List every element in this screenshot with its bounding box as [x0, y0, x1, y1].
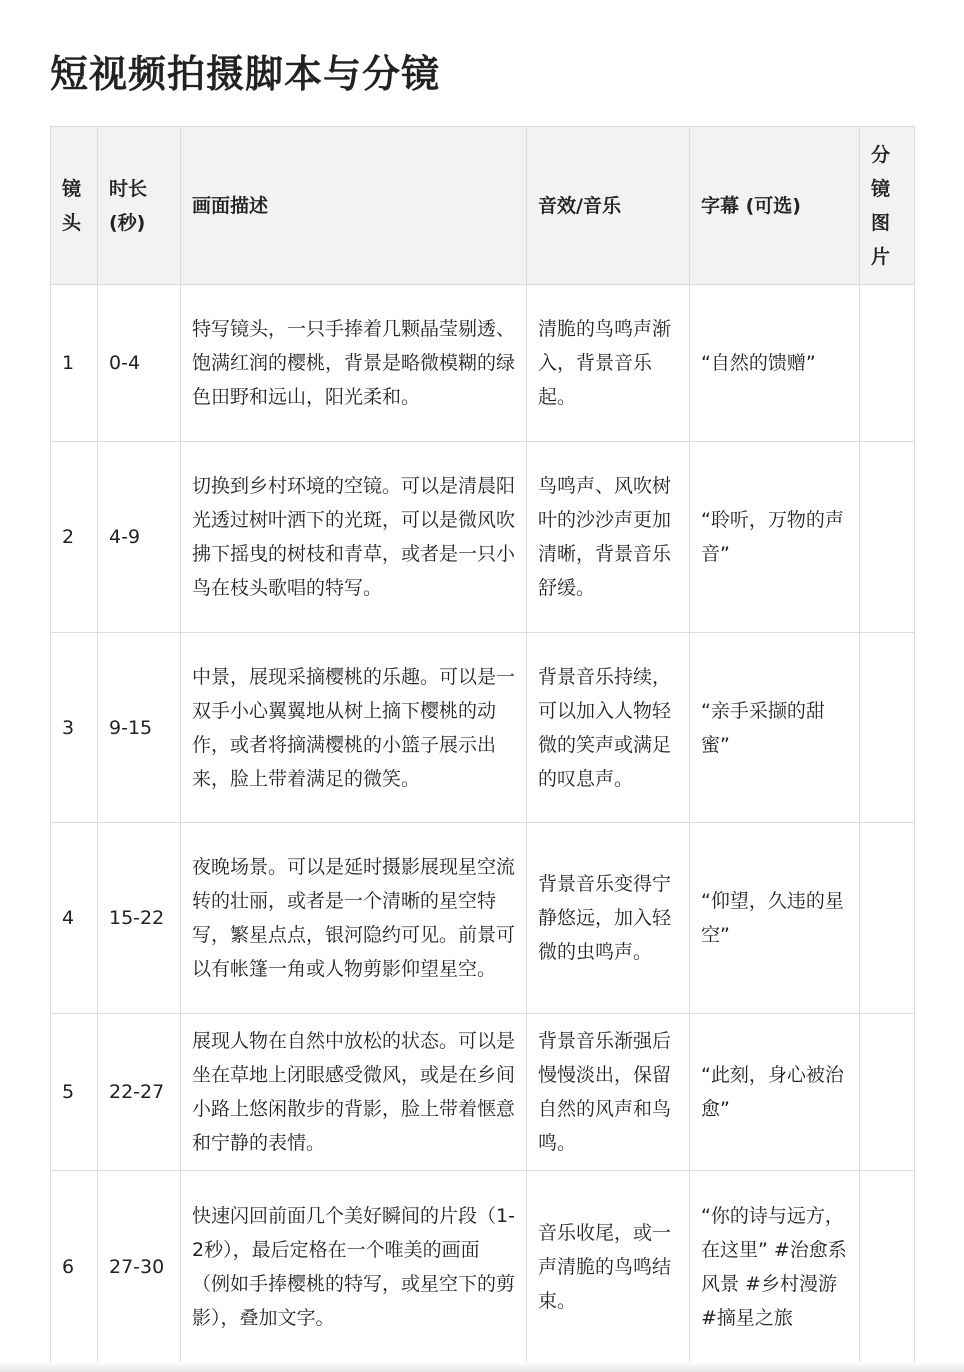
cell-storyboard: [860, 1014, 915, 1171]
table-row: [51, 285, 915, 442]
cell-duration: 0-4: [98, 285, 181, 442]
cell-shot: 3: [51, 633, 98, 823]
cell-storyboard: [860, 823, 915, 1014]
header-sound: 音效/音乐: [527, 127, 690, 285]
cell-shot: 2: [51, 442, 98, 633]
cell-description: 中景，展现采摘樱桃的乐趣。可以是一双手小心翼翼地从树上摘下樱桃的动作，或者将摘满樱桃的小篮子展示出来，脸上带着满足的微笑。: [181, 633, 527, 823]
header-shot: 镜头: [51, 127, 98, 285]
cell-storyboard: [860, 1171, 915, 1363]
cell-sound: 背景音乐持续，可以加入人物轻微的笑声或满足的叹息声。: [527, 633, 690, 823]
cell-shot: 6: [51, 1171, 98, 1363]
cell-shot: 5: [51, 1014, 98, 1171]
cell-subtitle: “聆听，万物的声音”: [690, 442, 860, 633]
page-title: 短视频拍摄脚本与分镜: [50, 52, 441, 96]
header-description: 画面描述: [181, 127, 527, 285]
cell-sound: 背景音乐变得宁静悠远，加入轻微的虫鸣声。: [527, 823, 690, 1014]
cell-duration: 4-9: [98, 442, 181, 633]
cell-storyboard: [860, 633, 915, 823]
cell-duration: 22-27: [98, 1014, 181, 1171]
cell-storyboard: [860, 442, 915, 633]
cell-description: 切换到乡村环境的空镜。可以是清晨阳光透过树叶洒下的光斑，可以是微风吹拂下摇曳的树枝和青草，或者是一只小鸟在枝头歌唱的特写。: [181, 442, 527, 633]
cell-description: 快速闪回前面几个美好瞬间的片段（1-2秒），最后定格在一个唯美的画面（例如手捧樱桃的特写，或星空下的剪影），叠加文字。: [181, 1171, 527, 1363]
cell-shot: 1: [51, 285, 98, 442]
table-row: [51, 1171, 915, 1363]
table-row: [51, 633, 915, 823]
cell-storyboard: [860, 285, 915, 442]
cell-subtitle: “亲手采撷的甜蜜”: [690, 633, 860, 823]
header-storyboard: 分镜图片: [860, 127, 915, 285]
cell-subtitle: “你的诗与远方，在这里” #治愈系风景 #乡村漫游 #摘星之旅: [690, 1171, 860, 1363]
header-subtitle: 字幕 (可选): [690, 127, 860, 285]
table-row: [51, 442, 915, 633]
table-header-row: [51, 127, 915, 285]
page-bottom-shadow: [0, 1362, 964, 1372]
cell-sound: 背景音乐渐强后慢慢淡出，保留自然的风声和鸟鸣。: [527, 1014, 690, 1171]
cell-subtitle: “自然的馈赠”: [690, 285, 860, 442]
table-row: [51, 823, 915, 1014]
cell-duration: 15-22: [98, 823, 181, 1014]
header-duration: 时长 (秒): [98, 127, 181, 285]
cell-description: 夜晚场景。可以是延时摄影展现星空流转的壮丽，或者是一个清晰的星空特写，繁星点点，银河隐约可见。前景可以有帐篷一角或人物剪影仰望星空。: [181, 823, 527, 1014]
cell-duration: 9-15: [98, 633, 181, 823]
cell-sound: 音乐收尾，或一声清脆的鸟鸣结束。: [527, 1171, 690, 1363]
cell-description: 特写镜头，一只手捧着几颗晶莹剔透、饱满红润的樱桃，背景是略微模糊的绿色田野和远山，阳光柔和。: [181, 285, 527, 442]
cell-sound: 鸟鸣声、风吹树叶的沙沙声更加清晰，背景音乐舒缓。: [527, 442, 690, 633]
cell-subtitle: “仰望，久违的星空”: [690, 823, 860, 1014]
cell-duration: 27-30: [98, 1171, 181, 1363]
storyboard-table: [50, 126, 915, 1363]
cell-sound: 清脆的鸟鸣声渐入，背景音乐起。: [527, 285, 690, 442]
cell-subtitle: “此刻，身心被治愈”: [690, 1014, 860, 1171]
cell-shot: 4: [51, 823, 98, 1014]
cell-description: 展现人物在自然中放松的状态。可以是坐在草地上闭眼感受微风，或是在乡间小路上悠闲散步的背影，脸上带着惬意和宁静的表情。: [181, 1014, 527, 1171]
table-row: [51, 1014, 915, 1171]
